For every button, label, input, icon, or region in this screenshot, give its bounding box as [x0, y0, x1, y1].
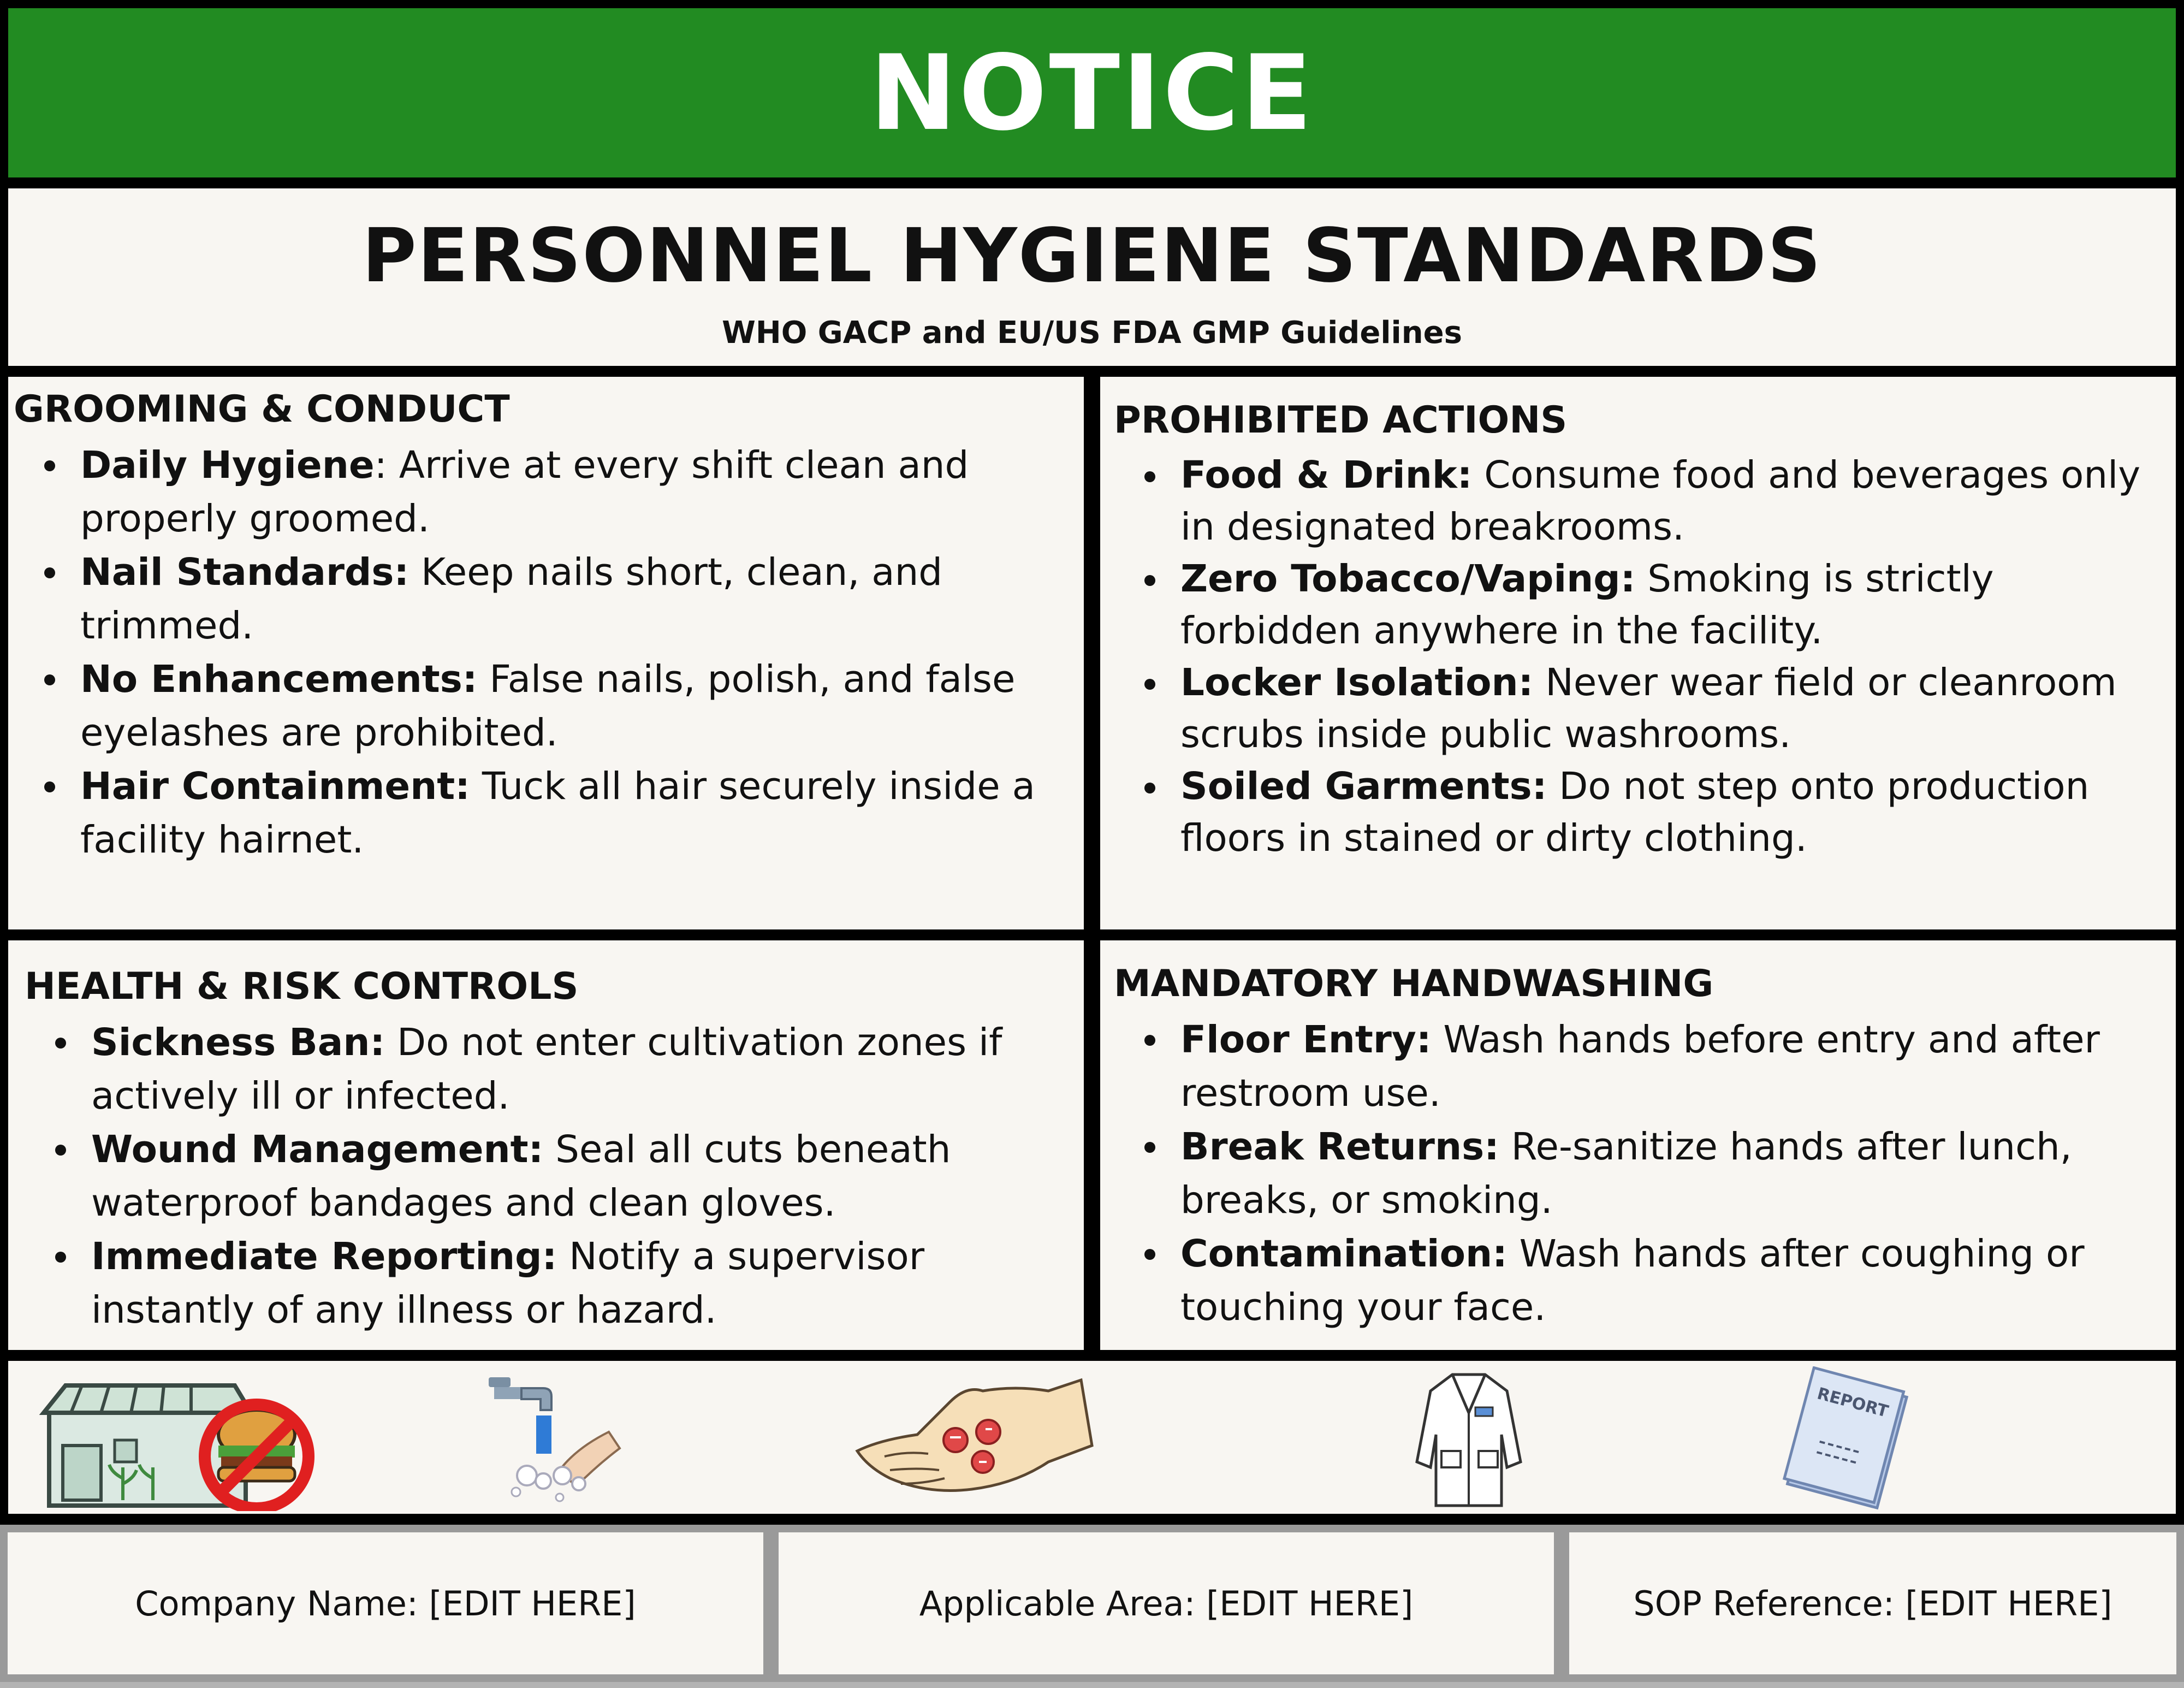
prohibited-list: [1114, 449, 2176, 864]
item-label: Immediate Reporting:: [91, 1235, 557, 1278]
list-item: [1180, 657, 2176, 761]
item-text: Do not step onto production floors in stained or dirty clothing.: [1180, 765, 2090, 860]
grooming-list: [14, 439, 1084, 867]
sop-reference-field[interactable]: [1562, 1525, 2184, 1682]
item-label: Locker Isolation:: [1180, 661, 1534, 704]
item-label: Soiled Garments:: [1180, 765, 1547, 808]
item-label: No Enhancements:: [80, 658, 478, 701]
grooming-panel: [8, 377, 1084, 929]
applicable-area-label: Applicable Area: [EDIT HERE]: [919, 1583, 1414, 1624]
health-panel: [8, 940, 1084, 1350]
list-item: [1180, 553, 2176, 657]
list-item: [1180, 761, 2176, 864]
sop-reference-label: SOP Reference: [EDIT HERE]: [1633, 1583, 2112, 1624]
health-title: HEALTH & RISK CONTROLS: [25, 965, 579, 1008]
prohibited-panel: [1100, 377, 2176, 929]
item-text: Wash hands before entry and after restroom use.: [1180, 1018, 2100, 1115]
item-label: Daily Hygiene: [80, 443, 375, 487]
item-text: : Arrive at every shift clean and properly groomed.: [80, 443, 969, 541]
handwashing-title: MANDATORY HANDWASHING: [1114, 962, 1714, 1005]
page-subtitle: WHO GACP and EU/US FDA GMP Guidelines: [722, 315, 1462, 351]
greenhouse-no-food-icon: [33, 1375, 333, 1511]
item-label: Wound Management:: [91, 1128, 544, 1171]
report-label: REPORT: [1815, 1384, 1891, 1422]
list-item: [91, 1123, 1084, 1230]
company-name-field[interactable]: [0, 1525, 771, 1682]
report-icon: [1775, 1366, 1916, 1514]
item-label: Food & Drink:: [1180, 453, 1473, 497]
list-item: [91, 1230, 1084, 1337]
handwashing-panel: [1100, 940, 2176, 1350]
item-text: Consume food and beverages only in designated breakrooms.: [1180, 453, 2141, 549]
title-section: [8, 188, 2176, 366]
list-item: [1180, 449, 2176, 553]
item-text: Never wear field or cleanroom scrubs inside public washrooms.: [1180, 661, 2117, 756]
prohibited-title: PROHIBITED ACTIONS: [1114, 399, 1568, 442]
item-label: Break Returns:: [1180, 1125, 1499, 1169]
list-item: [91, 1016, 1084, 1123]
grooming-title: GROOMING & CONDUCT: [14, 388, 510, 431]
item-label: Contamination:: [1180, 1232, 1508, 1276]
lab-coat-icon: [1414, 1369, 1523, 1511]
list-item: [1180, 1013, 2176, 1120]
list-item: [1180, 1227, 2176, 1334]
list-item: [80, 546, 1084, 653]
handwashing-list: [1114, 1013, 2176, 1334]
item-label: Zero Tobacco/Vaping:: [1180, 557, 1636, 601]
item-text: False nails, polish, and false eyelashes are prohibited.: [80, 658, 1016, 755]
item-text: Notify a supervisor instantly of any illness or hazard.: [91, 1235, 925, 1332]
list-item: [1180, 1120, 2176, 1227]
handwashing-icon: [478, 1372, 631, 1508]
company-name-label: Company Name: [EDIT HERE]: [135, 1583, 636, 1624]
list-item: [80, 439, 1084, 546]
item-text: Smoking is strictly forbidden anywhere in the facility.: [1180, 557, 1994, 653]
notice-header: [8, 8, 2176, 177]
health-list: [25, 1016, 1084, 1337]
item-text: Wash hands after coughing or touching your face.: [1180, 1232, 2085, 1329]
item-label: Nail Standards:: [80, 550, 410, 594]
wounded-hand-icon: [852, 1375, 1103, 1500]
list-item: [80, 653, 1084, 760]
page-title: PERSONNEL HYGIENE STANDARDS: [362, 213, 1822, 299]
item-label: Floor Entry:: [1180, 1018, 1432, 1062]
item-text: Keep nails short, clean, and trimmed.: [80, 550, 943, 648]
item-text: Tuck all hair securely inside a facility hairnet.: [80, 765, 1035, 862]
item-text: Re-sanitize hands after lunch, breaks, or smoking.: [1180, 1125, 2072, 1222]
item-text: Seal all cuts beneath waterproof bandages and clean gloves.: [91, 1128, 951, 1225]
notice-title: NOTICE: [869, 32, 1315, 153]
item-text: Do not enter cultivation zones if actively ill or infected.: [91, 1021, 1002, 1118]
item-label: Hair Containment:: [80, 765, 470, 808]
applicable-area-field[interactable]: [771, 1525, 1562, 1682]
item-label: Sickness Ban:: [91, 1021, 385, 1064]
icon-strip: [8, 1361, 2176, 1514]
list-item: [80, 760, 1084, 867]
